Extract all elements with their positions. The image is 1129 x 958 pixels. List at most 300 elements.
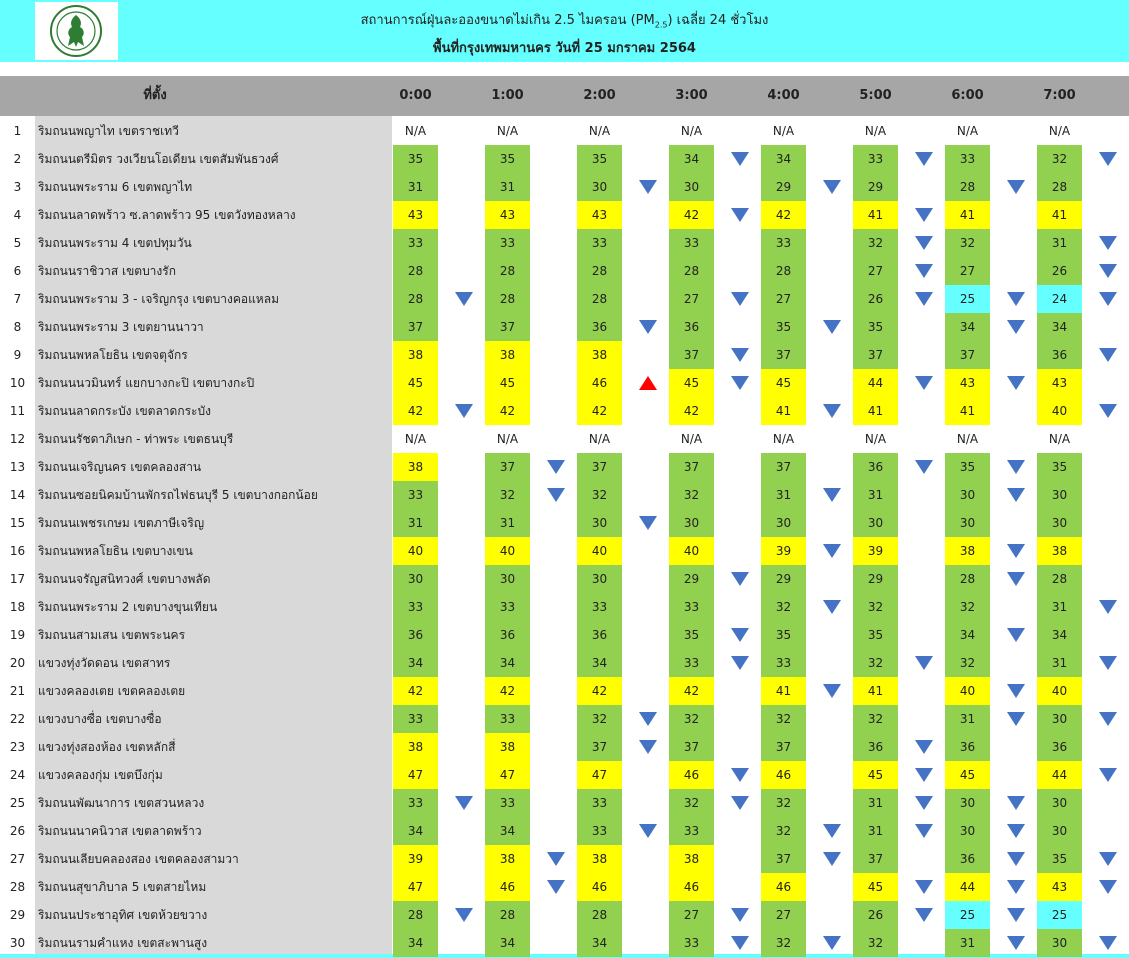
pm25-value-cell: 35 (393, 145, 438, 173)
location-name: ริมถนนซอยนิคมบ้านพักรถไฟธนบุรี 5 เขตบางกอกน้อย (38, 488, 318, 502)
pm25-value-cell: 32 (945, 229, 990, 257)
row-number: 5 (13, 236, 22, 250)
location-name: ริมถนนเจริญนคร เขตคลองสาน (38, 460, 202, 474)
trend-down-icon (915, 236, 933, 250)
row-number: 14 (9, 488, 26, 502)
hour-column-header: 7:00 (1043, 88, 1076, 103)
pm25-value-cell: 36 (945, 845, 990, 873)
trend-down-icon (639, 320, 657, 334)
location-name: ริมถนนพญาไท เขตราชเทวี (38, 124, 179, 138)
pm25-value-cell: 26 (853, 285, 898, 313)
pm25-value-cell: 38 (393, 341, 438, 369)
trend-down-icon (915, 740, 933, 754)
pm25-value-cell: 43 (1037, 369, 1082, 397)
trend-down-icon (1099, 880, 1117, 894)
trend-down-icon (639, 824, 657, 838)
pm25-value-cell: N/A (680, 432, 703, 446)
trend-down-icon (1007, 628, 1025, 642)
pm25-value-cell: 34 (393, 929, 438, 957)
pm25-value-cell: 42 (485, 397, 530, 425)
pm25-value-cell: 35 (1037, 453, 1082, 481)
pm25-value-cell: 42 (393, 677, 438, 705)
trend-down-icon (731, 292, 749, 306)
pm25-value-cell: 26 (1037, 257, 1082, 285)
pm25-value-cell: 33 (393, 481, 438, 509)
pm25-value-cell: 32 (669, 789, 714, 817)
hour-column-header: 0:00 (399, 88, 432, 103)
trend-down-icon (915, 796, 933, 810)
trend-down-icon (1099, 600, 1117, 614)
pm25-value-cell: 36 (1037, 341, 1082, 369)
pm25-value-cell: 32 (945, 649, 990, 677)
trend-down-icon (823, 320, 841, 334)
pm25-value-cell: 45 (853, 761, 898, 789)
pm25-value-cell: 31 (485, 173, 530, 201)
trend-down-icon (1007, 544, 1025, 558)
pm25-value-cell: 32 (853, 929, 898, 957)
trend-down-icon (731, 796, 749, 810)
pm25-value-cell: 34 (945, 621, 990, 649)
pm25-value-cell: 30 (761, 509, 806, 537)
pm25-value-cell: 46 (577, 873, 622, 901)
pm25-value-cell: 32 (577, 705, 622, 733)
title-tail-text: ) เฉลี่ย 24 ชั่วโมง (667, 13, 769, 28)
trend-down-icon (823, 180, 841, 194)
hour-column-header: 5:00 (859, 88, 892, 103)
trend-down-icon (1007, 460, 1025, 474)
trend-down-icon (1007, 684, 1025, 698)
pm25-value-cell: 30 (945, 817, 990, 845)
location-name: ริมถนนตรีมิตร วงเวียนโอเดียน เขตสัมพันธวงศ์ (38, 152, 279, 166)
pm25-value-cell: N/A (588, 124, 611, 138)
pm25-value-cell: 35 (945, 453, 990, 481)
pm25-value-cell: 43 (485, 201, 530, 229)
trend-down-icon (823, 824, 841, 838)
trend-down-icon (731, 628, 749, 642)
pm25-value-cell: 43 (393, 201, 438, 229)
pm25-value-cell: N/A (404, 124, 427, 138)
pm25-value-cell: 32 (761, 593, 806, 621)
trend-down-icon (915, 880, 933, 894)
pm25-value-cell: N/A (864, 432, 887, 446)
trend-down-icon (547, 460, 565, 474)
pm25-value-cell: 28 (393, 901, 438, 929)
trend-down-icon (915, 376, 933, 390)
pm25-value-cell: 47 (393, 873, 438, 901)
pm25-value-cell: 39 (761, 537, 806, 565)
pm25-value-cell: N/A (496, 124, 519, 138)
pm25-value-cell: 24 (1037, 285, 1082, 313)
pm25-value-cell: 37 (669, 733, 714, 761)
pm25-value-cell: 32 (577, 481, 622, 509)
pm25-value-cell: 35 (853, 313, 898, 341)
row-number: 27 (9, 852, 26, 866)
trend-down-icon (731, 208, 749, 222)
pm25-value-cell: 47 (485, 761, 530, 789)
trend-down-icon (455, 908, 473, 922)
trend-down-icon (639, 516, 657, 530)
pm25-value-cell: 46 (669, 873, 714, 901)
pm25-value-cell: 31 (1037, 649, 1082, 677)
row-number: 11 (9, 404, 26, 418)
pm25-value-cell: 31 (853, 789, 898, 817)
pm25-value-cell: 47 (577, 761, 622, 789)
pm25-value-cell: 45 (669, 369, 714, 397)
pm25-value-cell: 36 (577, 621, 622, 649)
pm25-value-cell: 42 (577, 397, 622, 425)
location-name: แขวงทุ่งสองห้อง เขตหลักสี่ (38, 740, 176, 754)
row-number: 15 (9, 516, 26, 530)
pm25-value-cell: 41 (761, 397, 806, 425)
pm25-value-cell: 34 (577, 929, 622, 957)
pm25-value-cell: 35 (669, 621, 714, 649)
pm25-value-cell: 26 (853, 901, 898, 929)
pm25-value-cell: 35 (577, 145, 622, 173)
location-name: ริมถนนพระราม 6 เขตพญาไท (38, 180, 193, 194)
pm25-value-cell: 38 (393, 453, 438, 481)
row-number: 1 (13, 124, 22, 138)
pm25-value-cell: 34 (669, 145, 714, 173)
pm25-value-cell: 38 (669, 845, 714, 873)
pm25-value-cell: 30 (577, 173, 622, 201)
pm25-value-cell: 36 (393, 621, 438, 649)
trend-down-icon (915, 460, 933, 474)
trend-down-icon (1099, 152, 1117, 166)
location-name: แขวงคลองเตย เขตคลองเตย (38, 684, 186, 698)
pm25-value-cell: 29 (669, 565, 714, 593)
pm25-value-cell: N/A (404, 432, 427, 446)
pm25-value-cell: 40 (1037, 677, 1082, 705)
pm25-value-cell: 29 (853, 565, 898, 593)
pm25-value-cell: 34 (485, 817, 530, 845)
row-number: 26 (9, 824, 26, 838)
pm25-value-cell: 30 (1037, 789, 1082, 817)
row-number: 30 (9, 936, 26, 950)
trend-down-icon (455, 796, 473, 810)
pm25-value-cell: 25 (945, 285, 990, 313)
trend-down-icon (1099, 236, 1117, 250)
title-text: สถานการณ์ฝุ่นละอองขนาดไม่เกิน 2.5 ไมครอน (PM (360, 13, 655, 28)
trend-down-icon (915, 908, 933, 922)
pm25-value-cell: 33 (945, 145, 990, 173)
pm25-value-cell: 28 (485, 285, 530, 313)
location-name: ริมถนนนาคนิวาส เขตลาดพร้าว (38, 824, 202, 838)
pm25-value-cell: 34 (393, 817, 438, 845)
pm25-table (0, 76, 1129, 958)
pm25-value-cell: 43 (577, 201, 622, 229)
pm25-value-cell: 28 (1037, 173, 1082, 201)
location-name: ริมถนนเลียบคลองสอง เขตคลองสามวา (38, 852, 239, 866)
pm25-value-cell: 38 (1037, 537, 1082, 565)
pm25-value-cell: 37 (669, 341, 714, 369)
pm25-value-cell: 35 (853, 621, 898, 649)
row-number: 20 (9, 656, 26, 670)
pm25-value-cell: 33 (577, 817, 622, 845)
pm25-value-cell: N/A (680, 124, 703, 138)
pm25-value-cell: N/A (956, 124, 979, 138)
pm25-value-cell: 28 (393, 285, 438, 313)
pm25-value-cell: 45 (853, 873, 898, 901)
pm25-value-cell: 35 (485, 145, 530, 173)
pm25-value-cell: 32 (945, 593, 990, 621)
pm25-value-cell: 46 (761, 761, 806, 789)
pm25-value-cell: 37 (485, 453, 530, 481)
pm25-value-cell: 37 (761, 733, 806, 761)
trend-down-icon (1099, 404, 1117, 418)
pm25-value-cell: 33 (393, 705, 438, 733)
pm25-value-cell: 33 (669, 929, 714, 957)
pm25-value-cell: 40 (393, 537, 438, 565)
pm25-value-cell: 41 (853, 201, 898, 229)
pm25-value-cell: 37 (945, 341, 990, 369)
pm25-value-cell: 41 (761, 677, 806, 705)
location-name: ริมถนนพระราม 4 เขตปทุมวัน (38, 236, 192, 250)
pm25-value-cell: N/A (1048, 432, 1071, 446)
trend-down-icon (731, 152, 749, 166)
trend-down-icon (1099, 852, 1117, 866)
hour-column-header: 3:00 (675, 88, 708, 103)
row-number: 19 (9, 628, 26, 642)
row-number: 22 (9, 712, 26, 726)
pm25-value-cell: 34 (485, 929, 530, 957)
pm25-value-cell: 36 (1037, 733, 1082, 761)
pm25-value-cell: 25 (1037, 901, 1082, 929)
pm25-value-cell: 30 (1037, 481, 1082, 509)
pm25-value-cell: 28 (669, 257, 714, 285)
pm25-value-cell: 37 (853, 341, 898, 369)
trend-down-icon (823, 684, 841, 698)
pm25-value-cell: 43 (945, 369, 990, 397)
row-number: 21 (9, 684, 26, 698)
pm25-value-cell: 33 (669, 649, 714, 677)
trend-down-icon (1007, 320, 1025, 334)
pm25-value-cell: 32 (761, 705, 806, 733)
pm25-value-cell: 32 (761, 817, 806, 845)
pm25-value-cell: 38 (393, 733, 438, 761)
pm25-value-cell: 40 (577, 537, 622, 565)
location-name: ริมถนนลาดพร้าว ซ.ลาดพร้าว 95 เขตวังทองหลาง (38, 208, 296, 222)
trend-down-icon (455, 404, 473, 418)
location-name: ริมถนนนวมินทร์ แยกบางกะปิ เขตบางกะปิ (38, 376, 255, 390)
pm25-value-cell: 33 (485, 593, 530, 621)
pm25-value-cell: 30 (577, 509, 622, 537)
pm25-value-cell: 30 (945, 481, 990, 509)
pm25-value-cell: 31 (393, 509, 438, 537)
location-name: ริมถนนสุขาภิบาล 5 เขตสายไหม (38, 880, 207, 894)
pm25-value-cell: 30 (1037, 929, 1082, 957)
page-subtitle: พื้นที่กรุงเทพมหานคร วันที่ 25 มกราคม 2564 (433, 41, 696, 56)
pm25-value-cell: 30 (1037, 705, 1082, 733)
trend-down-icon (547, 880, 565, 894)
pm25-value-cell: 33 (393, 593, 438, 621)
location-name: ริมถนนจรัญสนิทวงศ์ เขตบางพลัด (38, 572, 211, 586)
pm25-value-cell: 42 (669, 677, 714, 705)
pm25-value-cell: 31 (1037, 593, 1082, 621)
pm25-value-cell: 30 (1037, 509, 1082, 537)
pm25-value-cell: 33 (485, 705, 530, 733)
location-name: ริมถนนเพชรเกษม เขตภาษีเจริญ (38, 516, 205, 530)
pm25-value-cell: 32 (1037, 145, 1082, 173)
pm25-value-cell: 37 (761, 341, 806, 369)
pm25-value-cell: 44 (1037, 761, 1082, 789)
trend-down-icon (1007, 180, 1025, 194)
pm25-value-cell: 27 (761, 901, 806, 929)
pm25-value-cell: 34 (945, 313, 990, 341)
trend-down-icon (915, 264, 933, 278)
pm25-value-cell: 42 (669, 397, 714, 425)
pm25-value-cell: 30 (669, 509, 714, 537)
pm25-value-cell: 41 (945, 397, 990, 425)
trend-down-icon (1007, 488, 1025, 502)
trend-down-icon (639, 712, 657, 726)
pm25-value-cell: 33 (669, 593, 714, 621)
location-name: ริมถนนสามเสน เขตพระนคร (38, 628, 186, 642)
location-name: ริมถนนพระราม 3 - เจริญกรุง เขตบางคอแหลม (38, 292, 279, 306)
trend-down-icon (823, 600, 841, 614)
hour-column-header: 6:00 (951, 88, 984, 103)
pm25-value-cell: 30 (1037, 817, 1082, 845)
pm25-value-cell: 43 (1037, 873, 1082, 901)
trend-down-icon (639, 740, 657, 754)
pm25-value-cell: 42 (393, 397, 438, 425)
trend-down-icon (823, 936, 841, 950)
pm25-value-cell: 38 (577, 341, 622, 369)
pm25-value-cell: 31 (761, 481, 806, 509)
pm25-value-cell: 31 (945, 705, 990, 733)
location-name: แขวงบางซื่อ เขตบางซื่อ (38, 712, 162, 726)
row-number: 7 (13, 292, 22, 306)
pm25-value-cell: N/A (496, 432, 519, 446)
trend-down-icon (1007, 852, 1025, 866)
trend-up-icon (639, 376, 657, 390)
pm25-value-cell: 32 (669, 705, 714, 733)
location-name: ริมถนนรัชดาภิเษก - ท่าพระ เขตธนบุรี (38, 432, 234, 446)
pm25-value-cell: 34 (485, 649, 530, 677)
pm25-value-cell: N/A (588, 432, 611, 446)
pm25-value-cell: 38 (485, 845, 530, 873)
pm25-value-cell: 42 (485, 677, 530, 705)
trend-down-icon (1007, 796, 1025, 810)
trend-down-icon (1007, 936, 1025, 950)
row-number: 18 (9, 600, 26, 614)
trend-down-icon (1007, 292, 1025, 306)
pm25-value-cell: 33 (485, 789, 530, 817)
trend-down-icon (731, 348, 749, 362)
pm25-value-cell: 33 (393, 229, 438, 257)
pm25-value-cell: 34 (577, 649, 622, 677)
pm25-value-cell: 40 (485, 537, 530, 565)
location-column-header: ที่ตั้ง (143, 88, 167, 103)
pm25-value-cell: 38 (945, 537, 990, 565)
pm25-value-cell: 31 (853, 481, 898, 509)
location-name: ริมถนนพหลโยธิน เขตจตุจักร (38, 348, 188, 362)
pm25-value-cell: 32 (761, 789, 806, 817)
trend-down-icon (455, 292, 473, 306)
pm25-value-cell: 38 (577, 845, 622, 873)
trend-down-icon (1007, 880, 1025, 894)
pm25-value-cell: 36 (945, 733, 990, 761)
pm25-value-cell: 38 (485, 341, 530, 369)
pm25-value-cell: N/A (1048, 124, 1071, 138)
pm25-value-cell: 37 (669, 453, 714, 481)
row-number: 10 (9, 376, 26, 390)
pm25-value-cell: 41 (853, 677, 898, 705)
pm25-value-cell: 28 (485, 901, 530, 929)
hour-column-header: 4:00 (767, 88, 800, 103)
trend-down-icon (915, 824, 933, 838)
trend-down-icon (731, 908, 749, 922)
pm25-value-cell: 46 (577, 369, 622, 397)
pm25-value-cell: 32 (853, 229, 898, 257)
pm25-value-cell: 30 (853, 509, 898, 537)
trend-down-icon (823, 488, 841, 502)
pm25-value-cell: 34 (1037, 313, 1082, 341)
pm25-value-cell: 28 (577, 901, 622, 929)
location-name: ริมถนนลาดกระบัง เขตลาดกระบัง (38, 404, 211, 418)
location-name: แขวงทุ่งวัดดอน เขตสาทร (38, 656, 171, 670)
pm25-value-cell: 37 (577, 733, 622, 761)
trend-down-icon (1099, 348, 1117, 362)
pm25-value-cell: 46 (669, 761, 714, 789)
pm25-value-cell: 39 (853, 537, 898, 565)
hour-column-header: 1:00 (491, 88, 524, 103)
pm25-value-cell: 31 (393, 173, 438, 201)
pm25-value-cell: 40 (669, 537, 714, 565)
pm25-value-cell: 34 (1037, 621, 1082, 649)
row-number: 13 (9, 460, 26, 474)
trend-down-icon (731, 768, 749, 782)
pm25-value-cell: 42 (761, 201, 806, 229)
title-subscript: 2.5 (654, 20, 668, 30)
trend-down-icon (915, 208, 933, 222)
row-number: 12 (9, 432, 26, 446)
location-name: ริมถนนรามคำแหง เขตสะพานสูง (38, 936, 208, 950)
trend-down-icon (823, 544, 841, 558)
pm25-value-cell: 31 (1037, 229, 1082, 257)
pm25-value-cell: 32 (761, 929, 806, 957)
trend-down-icon (731, 936, 749, 950)
trend-down-icon (1007, 376, 1025, 390)
pm25-value-cell: 47 (393, 761, 438, 789)
pm25-value-cell: 37 (853, 845, 898, 873)
pm25-value-cell: 32 (485, 481, 530, 509)
pm25-value-cell: 28 (945, 173, 990, 201)
pm25-value-cell: 29 (853, 173, 898, 201)
trend-down-icon (1099, 712, 1117, 726)
trend-down-icon (915, 768, 933, 782)
row-number: 6 (13, 264, 22, 278)
pm25-value-cell: 28 (761, 257, 806, 285)
pm25-value-cell: 33 (393, 789, 438, 817)
pm25-value-cell: 33 (853, 145, 898, 173)
pm25-value-cell: 33 (577, 593, 622, 621)
pm25-value-cell: 41 (945, 201, 990, 229)
pm25-value-cell: 31 (945, 929, 990, 957)
pm25-value-cell: 28 (393, 257, 438, 285)
pm25-value-cell: 32 (853, 593, 898, 621)
trend-down-icon (1007, 572, 1025, 586)
pm25-value-cell: 37 (577, 453, 622, 481)
row-number: 23 (9, 740, 26, 754)
trend-down-icon (547, 852, 565, 866)
trend-down-icon (1099, 292, 1117, 306)
pm25-value-cell: 35 (761, 313, 806, 341)
trend-down-icon (1099, 656, 1117, 670)
page-header (0, 0, 1129, 62)
trend-down-icon (1007, 712, 1025, 726)
page-title (0, 9, 1129, 30)
pm25-value-cell: 31 (485, 509, 530, 537)
